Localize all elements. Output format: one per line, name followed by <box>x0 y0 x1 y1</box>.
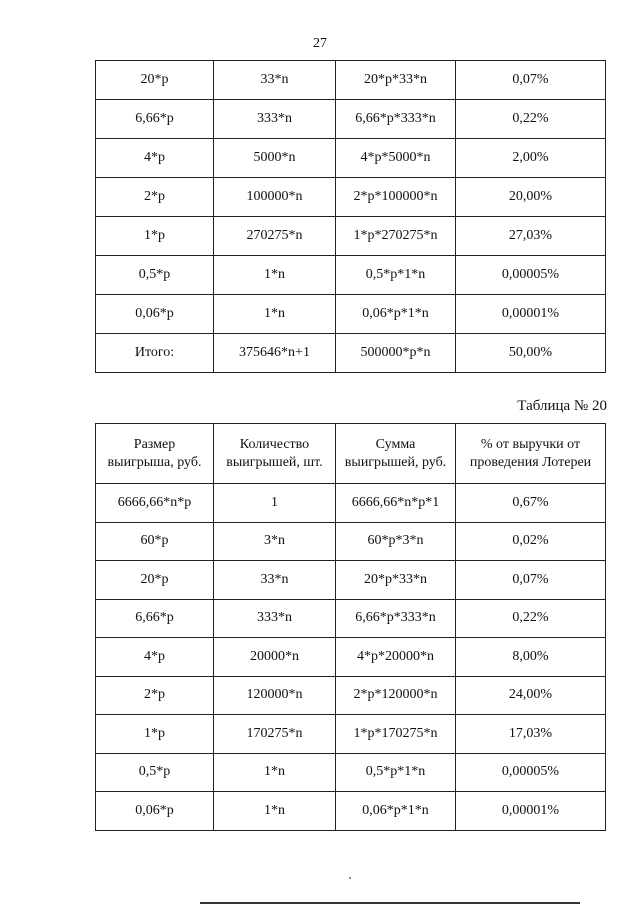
prize-count-cell: 1 <box>214 484 336 523</box>
total-label-cell: Итого: <box>96 334 214 373</box>
prize-size-cell: 0,5*р <box>96 256 214 295</box>
prize-count-cell: 1*n <box>214 295 336 334</box>
total-count-cell: 375646*n+1 <box>214 334 336 373</box>
table-row <box>96 295 606 334</box>
revenue-percent-cell: 0,00005% <box>456 753 606 792</box>
revenue-percent-cell: 20,00% <box>456 178 606 217</box>
table-row <box>96 61 606 100</box>
prize-sum-cell: 6,66*р*333*n <box>336 599 456 638</box>
prize-sum-cell: 0,06*р*1*n <box>336 295 456 334</box>
table-row <box>96 715 606 754</box>
prize-count-cell: 270275*n <box>214 217 336 256</box>
prize-sum-cell: 6666,66*n*р*1 <box>336 484 456 523</box>
prize-table-20 <box>95 423 606 831</box>
revenue-percent-cell: 0,22% <box>456 599 606 638</box>
prize-size-cell: 6,66*р <box>96 100 214 139</box>
prize-count-cell: 120000*n <box>214 676 336 715</box>
prize-size-cell: 20*р <box>96 561 214 600</box>
prize-count-cell: 3*n <box>214 522 336 561</box>
prize-sum-cell: 0,5*р*1*n <box>336 753 456 792</box>
prize-count-cell: 33*n <box>214 561 336 600</box>
scan-speck <box>349 877 351 879</box>
prize-count-cell: 1*n <box>214 256 336 295</box>
page-number: 27 <box>313 36 327 51</box>
prize-sum-cell: 2*р*120000*n <box>336 676 456 715</box>
header-prize-sum: Сумма выигрышей, руб. <box>336 424 456 484</box>
table-row <box>96 638 606 677</box>
revenue-percent-cell: 0,00001% <box>456 295 606 334</box>
revenue-percent-cell: 0,00001% <box>456 792 606 831</box>
prize-count-cell: 100000*n <box>214 178 336 217</box>
prize-sum-cell: 20*р*33*n <box>336 561 456 600</box>
prize-count-cell: 1*n <box>214 792 336 831</box>
prize-count-cell: 170275*n <box>214 715 336 754</box>
prize-size-cell: 4*р <box>96 139 214 178</box>
prize-count-cell: 1*n <box>214 753 336 792</box>
prize-size-cell: 2*р <box>96 676 214 715</box>
table-row <box>96 792 606 831</box>
prize-size-cell: 6666,66*n*р <box>96 484 214 523</box>
prize-count-cell: 333*n <box>214 599 336 638</box>
revenue-percent-cell: 17,03% <box>456 715 606 754</box>
prize-sum-cell: 1*р*270275*n <box>336 217 456 256</box>
prize-size-cell: 4*р <box>96 638 214 677</box>
prize-size-cell: 0,06*р <box>96 792 214 831</box>
table-row <box>96 753 606 792</box>
revenue-percent-cell: 27,03% <box>456 217 606 256</box>
prize-sum-cell: 0,5*р*1*n <box>336 256 456 295</box>
prize-size-cell: 60*р <box>96 522 214 561</box>
table-row <box>96 561 606 600</box>
header-prize-size: Размер выигрыша, руб. <box>96 424 214 484</box>
revenue-percent-cell: 0,02% <box>456 522 606 561</box>
prize-size-cell: 0,5*р <box>96 753 214 792</box>
prize-sum-cell: 20*р*33*n <box>336 61 456 100</box>
prize-count-cell: 5000*n <box>214 139 336 178</box>
prize-sum-cell: 4*р*5000*n <box>336 139 456 178</box>
table-row <box>96 599 606 638</box>
prize-sum-cell: 6,66*р*333*n <box>336 100 456 139</box>
table-row <box>96 256 606 295</box>
total-row <box>96 334 606 373</box>
table-header-row <box>96 424 606 484</box>
page-bottom-edge <box>200 902 580 904</box>
table-row <box>96 676 606 715</box>
revenue-percent-cell: 0,07% <box>456 561 606 600</box>
revenue-percent-cell: 8,00% <box>456 638 606 677</box>
table-row <box>96 178 606 217</box>
prize-count-cell: 333*n <box>214 100 336 139</box>
prize-count-cell: 20000*n <box>214 638 336 677</box>
revenue-percent-cell: 24,00% <box>456 676 606 715</box>
prize-count-cell: 33*n <box>214 61 336 100</box>
prize-size-cell: 2*р <box>96 178 214 217</box>
prize-sum-cell: 0,06*р*1*n <box>336 792 456 831</box>
header-prize-count: Количество выигрышей, шт. <box>214 424 336 484</box>
prize-size-cell: 1*р <box>96 217 214 256</box>
revenue-percent-cell: 0,00005% <box>456 256 606 295</box>
prize-size-cell: 0,06*р <box>96 295 214 334</box>
revenue-percent-cell: 2,00% <box>456 139 606 178</box>
table-row <box>96 100 606 139</box>
revenue-percent-cell: 0,67% <box>456 484 606 523</box>
table-row <box>96 217 606 256</box>
prize-table-continued <box>95 60 606 373</box>
prize-size-cell: 6,66*р <box>96 599 214 638</box>
prize-sum-cell: 4*р*20000*n <box>336 638 456 677</box>
revenue-percent-cell: 0,22% <box>456 100 606 139</box>
header-revenue-percent: % от выручки от проведения Лотереи <box>456 424 606 484</box>
total-percent-cell: 50,00% <box>456 334 606 373</box>
prize-sum-cell: 60*р*3*n <box>336 522 456 561</box>
prize-sum-cell: 1*р*170275*n <box>336 715 456 754</box>
prize-size-cell: 20*р <box>96 61 214 100</box>
table-row <box>96 139 606 178</box>
prize-sum-cell: 2*р*100000*n <box>336 178 456 217</box>
table-row <box>96 484 606 523</box>
table-caption: Таблица № 20 <box>517 398 607 414</box>
revenue-percent-cell: 0,07% <box>456 61 606 100</box>
prize-size-cell: 1*р <box>96 715 214 754</box>
table-row <box>96 522 606 561</box>
total-sum-cell: 500000*р*n <box>336 334 456 373</box>
